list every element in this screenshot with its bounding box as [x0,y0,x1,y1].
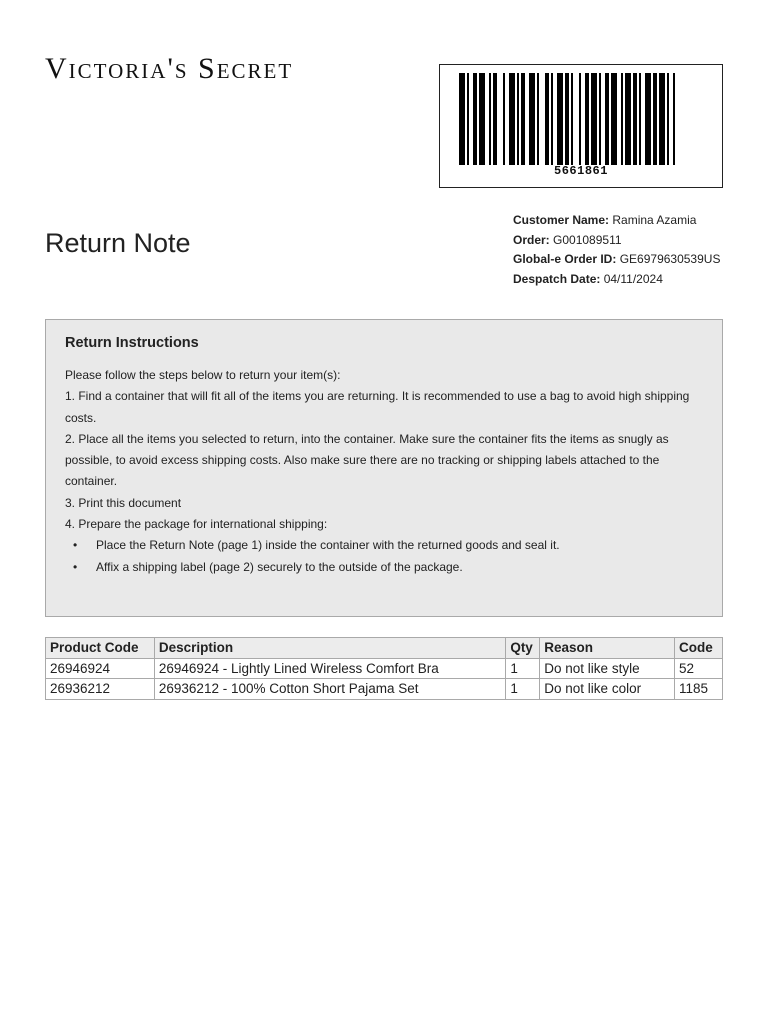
bullet-dot-icon: • [73,559,78,574]
table-row [46,658,723,679]
instruction-bullet [65,557,703,578]
barcode-bars [459,73,705,165]
barcode-bar [571,73,573,165]
barcode-bar [639,73,641,165]
barcode-bar [459,73,465,165]
table-row [46,679,723,700]
barcode-bar [517,73,519,165]
customer-name-value: Ramina Azamia [612,213,697,227]
barcode-bar [585,73,589,165]
cell-reason-code: 1185 [675,679,723,700]
barcode-bar [633,73,637,165]
barcode-bar [557,73,563,165]
globale-order-label: Global-e Order ID: [513,252,617,266]
despatch-date-value: 04/11/2024 [603,271,663,286]
cell-reason-code: 52 [675,658,723,679]
customer-name-label: Customer Name: [513,213,610,227]
barcode-bar [605,73,609,165]
instruction-step-2: 2. Place all the items you selected to return, into the container. Make sure the container fits the items as snugly as possible, to avoid excess shipping costs. Also make sure there are no tracking or shipping labels attached to the container. [65,431,669,489]
globale-order-value: GE6979630539US [619,252,721,266]
customer-info [513,211,720,289]
instruction-step-4: 4. Prepare the package for international shipping: [65,517,328,532]
globale-order-row [513,250,720,270]
cell-reason: Do not like style [540,658,675,679]
instructions-heading: Return Instructions [65,335,199,351]
despatch-date-label: Despatch Date: [513,271,601,286]
order-label: Order: [513,232,550,247]
barcode-bar [489,73,491,165]
return-instructions-panel [45,319,723,617]
barcode-bar [551,73,553,165]
barcode-bar [509,73,515,165]
cell-description: 26936212 - 100% Cotton Short Pajama Set [154,679,505,700]
instruction-bullets [65,535,703,578]
barcode-bar [621,73,623,165]
barcode-number: 5661861 [554,164,608,178]
instruction-bullet-text: Affix a shipping label (page 2) securely to the outside of the package. [96,559,463,574]
brand-logo: Victoria's Secret [45,52,294,85]
cell-description: 26946924 - Lightly Lined Wireless Comfort Bra [154,658,505,679]
barcode-bar [473,73,477,165]
barcode-bar [503,73,505,165]
instruction-step-3: 3. Print this document [65,495,182,510]
instruction-step-1: 1. Find a container that will fit all of the items you are returning. It is recommended to use a bag to avoid high shipping costs. [65,389,690,425]
instruction-bullet [65,535,703,556]
barcode [439,64,723,188]
return-items-table [45,637,723,700]
order-value: G001089511 [553,232,622,247]
barcode-bar [467,73,469,165]
cell-product-code: 26946924 [46,658,155,679]
col-header-product-code: Product Code [46,638,155,659]
barcode-bar [479,73,485,165]
bullet-dot-icon: • [73,538,78,553]
cell-qty: 1 [506,658,540,679]
col-header-code: Code [675,638,723,659]
barcode-bar [645,73,651,165]
barcode-bar [659,73,665,165]
customer-name-row [513,211,720,231]
barcode-bar [653,73,657,165]
order-row [513,231,720,251]
table-header-row [46,638,723,659]
barcode-bar [625,73,631,165]
barcode-bar [591,73,597,165]
col-header-reason: Reason [540,638,675,659]
barcode-bar [565,73,569,165]
cell-reason: Do not like color [540,679,675,700]
instruction-bullet-text: Place the Return Note (page 1) inside the container with the returned goods and seal it. [96,538,560,553]
barcode-bar [599,73,601,165]
cell-product-code: 26936212 [46,679,155,700]
page-title: Return Note [45,228,191,258]
barcode-bar [667,73,669,165]
cell-qty: 1 [506,679,540,700]
instruction-intro: Please follow the steps below to return your item(s): [65,368,341,382]
barcode-bar [521,73,525,165]
barcode-bar [673,73,675,165]
barcode-bar [611,73,617,165]
barcode-bar [545,73,549,165]
barcode-bar [529,73,535,165]
barcode-bar [579,73,581,165]
despatch-date-row [513,270,720,290]
col-header-qty: Qty [506,638,540,659]
col-header-description: Description [154,638,505,659]
barcode-bar [537,73,539,165]
barcode-bar [493,73,497,165]
